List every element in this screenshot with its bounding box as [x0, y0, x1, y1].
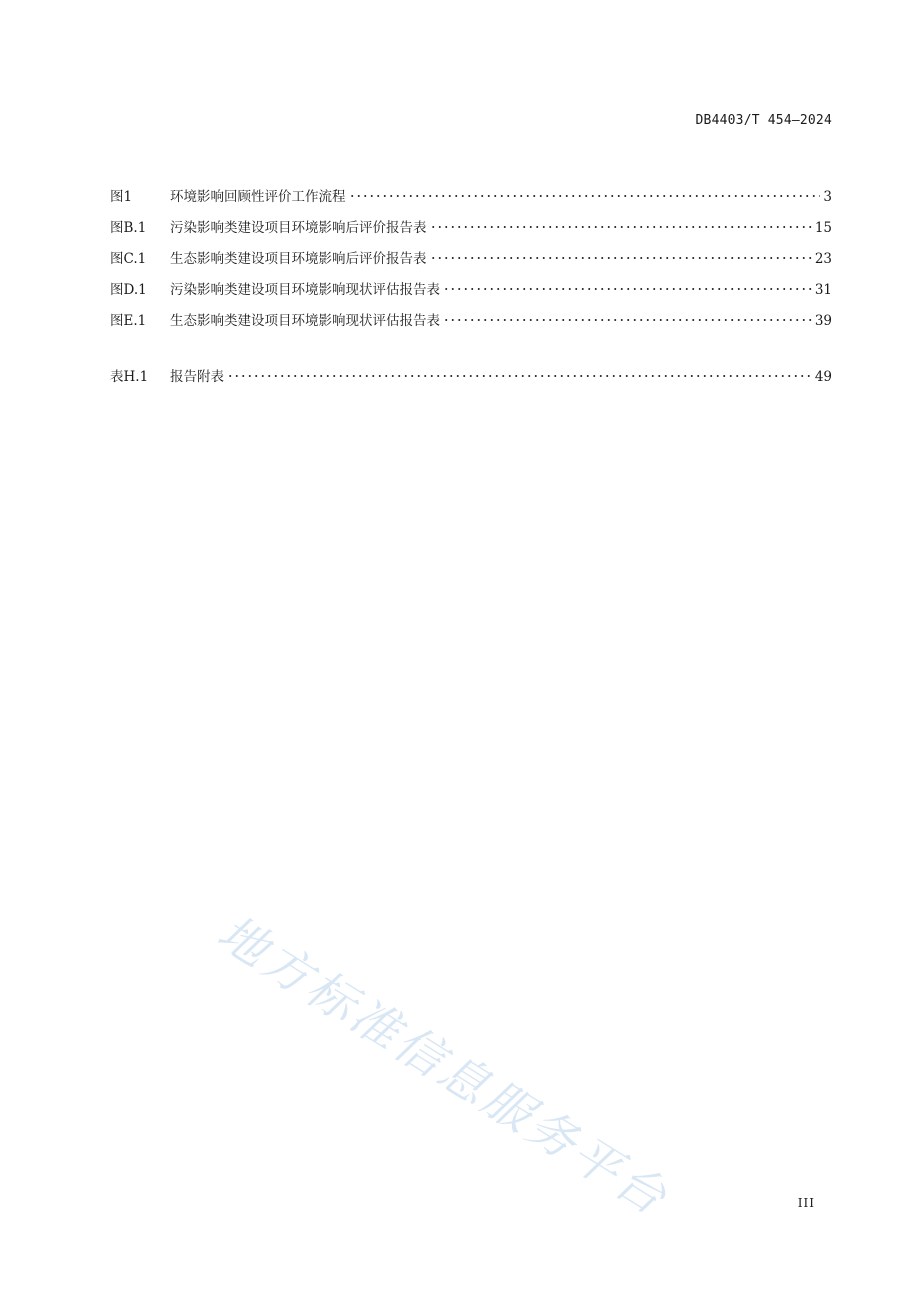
toc-entry-label: 图1	[110, 189, 133, 205]
toc-leader-dots	[227, 375, 812, 377]
toc-entry[interactable]	[110, 244, 832, 275]
toc-leader-dots	[443, 288, 812, 290]
toc-entry-title: 生态影响类建设项目环境影响现状评估报告表	[170, 313, 440, 329]
toc-entry[interactable]	[110, 275, 832, 306]
table-of-contents	[110, 182, 832, 393]
doc-code: DB4403/T 454—2024	[695, 113, 832, 128]
toc-entry-page: 23	[814, 251, 832, 267]
toc-entry[interactable]	[110, 306, 832, 337]
page-number: III	[797, 1196, 815, 1210]
toc-leader-dots	[430, 226, 812, 228]
toc-entry[interactable]	[110, 362, 832, 393]
toc-entry[interactable]	[110, 213, 832, 244]
toc-entry[interactable]	[110, 182, 832, 213]
watermark: 地方标准信息服务平台	[207, 904, 679, 1228]
toc-entry-title: 环境影响回顾性评价工作流程	[170, 189, 346, 205]
toc-entry-label: 图D.1	[110, 282, 147, 298]
toc-entry-page: 31	[814, 282, 832, 298]
toc-entry-page: 39	[814, 313, 832, 329]
toc-leader-dots	[430, 257, 812, 259]
toc-leader-dots	[349, 195, 821, 197]
toc-entry-title: 污染影响类建设项目环境影响后评价报告表	[170, 220, 427, 236]
toc-entry-label: 图C.1	[110, 251, 147, 267]
toc-entry-page: 3	[823, 189, 832, 205]
toc-entry-page: 15	[814, 220, 832, 236]
toc-entry-label: 表H.1	[110, 369, 149, 385]
toc-figures-group	[110, 182, 832, 337]
toc-entry-label: 图B.1	[110, 220, 147, 236]
toc-entry-title: 生态影响类建设项目环境影响后评价报告表	[170, 251, 427, 267]
toc-entry-title: 污染影响类建设项目环境影响现状评估报告表	[170, 282, 440, 298]
toc-entry-page: 49	[814, 369, 832, 385]
toc-entry-label: 图E.1	[110, 313, 147, 329]
toc-leader-dots	[443, 319, 812, 321]
toc-tables-group	[110, 362, 832, 393]
toc-entry-title: 报告附表	[170, 369, 224, 385]
